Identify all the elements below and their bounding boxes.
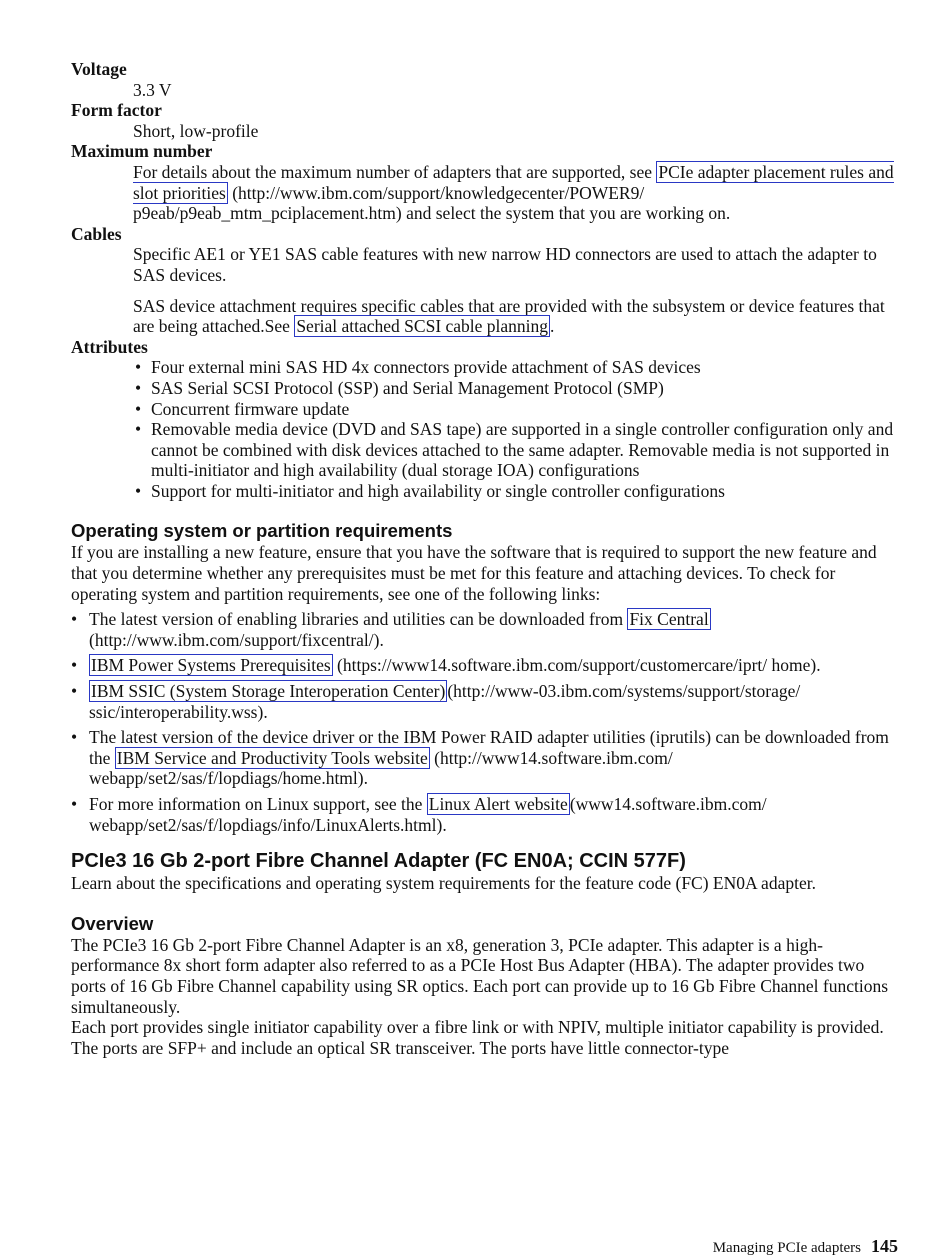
attributes-list bbox=[133, 357, 901, 501]
attribute-item: • Removable media device (DVD and SAS tape) are supported in a single controller configuration only and cannot be combined with disk devices attached to the same adapter. Removable media is not supported in multi-initiator and high availability (dual storage IOA) configurations bbox=[133, 419, 901, 481]
cables-paragraph-1: Specific AE1 or YE1 SAS cable features with new narrow HD connectors are used to attach the adapter to SAS devices. bbox=[133, 244, 877, 285]
sas-cable-planning-link[interactable]: Serial attached SCSI cable planning bbox=[296, 316, 549, 337]
adapter-heading: PCIe3 16 Gb 2-port Fibre Channel Adapter (FC EN0A; CCIN 577F) bbox=[71, 850, 686, 873]
item-url: (http://www-03.ibm.com/systems/support/storage/ ssic/interoperability.wss). bbox=[89, 681, 801, 722]
max-number-url: (http://www.ibm.com/support/knowledgecenter/POWER9/ p9eab/p9eab_mtm_pciplacement.htm) and select the system that you are working on. bbox=[133, 182, 731, 224]
spec-list bbox=[71, 59, 901, 501]
cables-paragraph-2-text: SAS device attachment requires specific cables that are provided with the subsystem or device features that are being attached.See bbox=[133, 295, 885, 337]
overview-heading: Overview bbox=[71, 912, 154, 934]
requirements-link-item bbox=[71, 655, 901, 676]
item-url: (http://www14.software.ibm.com/ webapp/set2/sas/f/lopdiags/home.html). bbox=[89, 747, 673, 789]
spec-cables-label: Cables bbox=[71, 223, 122, 244]
overview-paragraph-1: The PCIe3 16 Gb 2-port Fibre Channel Adapter is an x8, generation 3, PCIe adapter. This adapter is a high-performance 8x short form adapter also referred to as a PCIe Host Bus Adapter (HBA). The adapter provides two ports of 16 Gb Fibre Channel capability using SR optics. Each port can provide up to 16 Gb Fibre Channel functions simultaneously. bbox=[71, 934, 889, 1017]
overview-paragraph-2: Each port provides single initiator capability over a fibre link or with NPIV, multiple initiator capability is provided. The ports are SFP+ and include an optical SR transceiver. The ports have little connector-type bbox=[71, 1017, 884, 1058]
requirements-link-item bbox=[71, 794, 901, 835]
spec-form-factor-value: Short, low-profile bbox=[133, 120, 259, 141]
page-footer bbox=[713, 1236, 898, 1259]
item-url: (https://www14.software.ibm.com/support/customercare/iprt/ home). bbox=[332, 655, 821, 676]
cables-paragraph-2 bbox=[133, 296, 901, 337]
placement-rules-link[interactable]: PCIe adapter placement rules and slot priorities bbox=[133, 161, 894, 203]
item-url: (www14.software.ibm.com/ webapp/set2/sas/f/lopdiags/info/LinuxAlerts.html). bbox=[89, 794, 767, 835]
os-requirements-intro: If you are installing a new feature, ensure that you have the software that is required to support the new feature and that you determine whether any prerequisites must be met for this feature and attaching devices. To check for operating system and partition requirements, see one of the following links: bbox=[71, 542, 877, 604]
cables-paragraph-2-end: . bbox=[550, 316, 555, 337]
requirements-link-item bbox=[71, 609, 901, 650]
spec-form-factor-label: Form factor bbox=[71, 100, 162, 121]
requirements-link-list bbox=[71, 609, 901, 835]
attribute-item: • Four external mini SAS HD 4x connectors provide attachment of SAS devices bbox=[133, 357, 901, 378]
ibm-ssic-link[interactable]: IBM SSIC (System Storage Interoperation Center) bbox=[91, 681, 446, 702]
requirements-link-item bbox=[71, 681, 901, 722]
os-requirements-heading: Operating system or partition requirements bbox=[71, 520, 453, 542]
spec-voltage-value: 3.3 V bbox=[133, 79, 172, 100]
requirements-link-item bbox=[71, 727, 901, 789]
spec-attributes-value bbox=[133, 357, 901, 501]
attribute-item: • Concurrent firmware update bbox=[133, 399, 901, 420]
power-prerequisites-link[interactable]: IBM Power Systems Prerequisites bbox=[91, 655, 331, 676]
spec-cables-value bbox=[133, 244, 901, 336]
fix-central-link[interactable]: Fix Central bbox=[629, 609, 709, 630]
spec-max-number-label: Maximum number bbox=[71, 141, 213, 162]
document-page bbox=[71, 59, 901, 1058]
attribute-item: • SAS Serial SCSI Protocol (SSP) and Serial Management Protocol (SMP) bbox=[133, 378, 901, 399]
max-number-text: For details about the maximum number of adapters that are supported, see bbox=[133, 161, 657, 182]
page-number: 145 bbox=[871, 1236, 898, 1256]
attribute-item: • Support for multi-initiator and high availability or single controller configurations bbox=[133, 481, 901, 502]
footer-section-title: Managing PCIe adapters bbox=[712, 1240, 861, 1256]
spec-max-number-value bbox=[133, 162, 901, 224]
linux-alert-link[interactable]: Linux Alert website bbox=[428, 794, 568, 814]
item-text: For more information on Linux support, see the bbox=[89, 794, 427, 814]
spec-voltage-label: Voltage bbox=[71, 59, 127, 79]
item-text: The latest version of the device driver or the IBM Power RAID adapter utilities (iprutils) can be downloaded from the bbox=[89, 727, 889, 768]
item-text: The latest version of enabling libraries and utilities can be downloaded from bbox=[89, 609, 628, 630]
adapter-summary: Learn about the specifications and operating system requirements for the feature code (FC) EN0A adapter. bbox=[71, 873, 816, 894]
item-url: (http://www.ibm.com/support/fixcentral/). bbox=[89, 629, 384, 650]
service-tools-link[interactable]: IBM Service and Productivity Tools website bbox=[116, 747, 428, 768]
spec-attributes-label: Attributes bbox=[71, 336, 148, 357]
